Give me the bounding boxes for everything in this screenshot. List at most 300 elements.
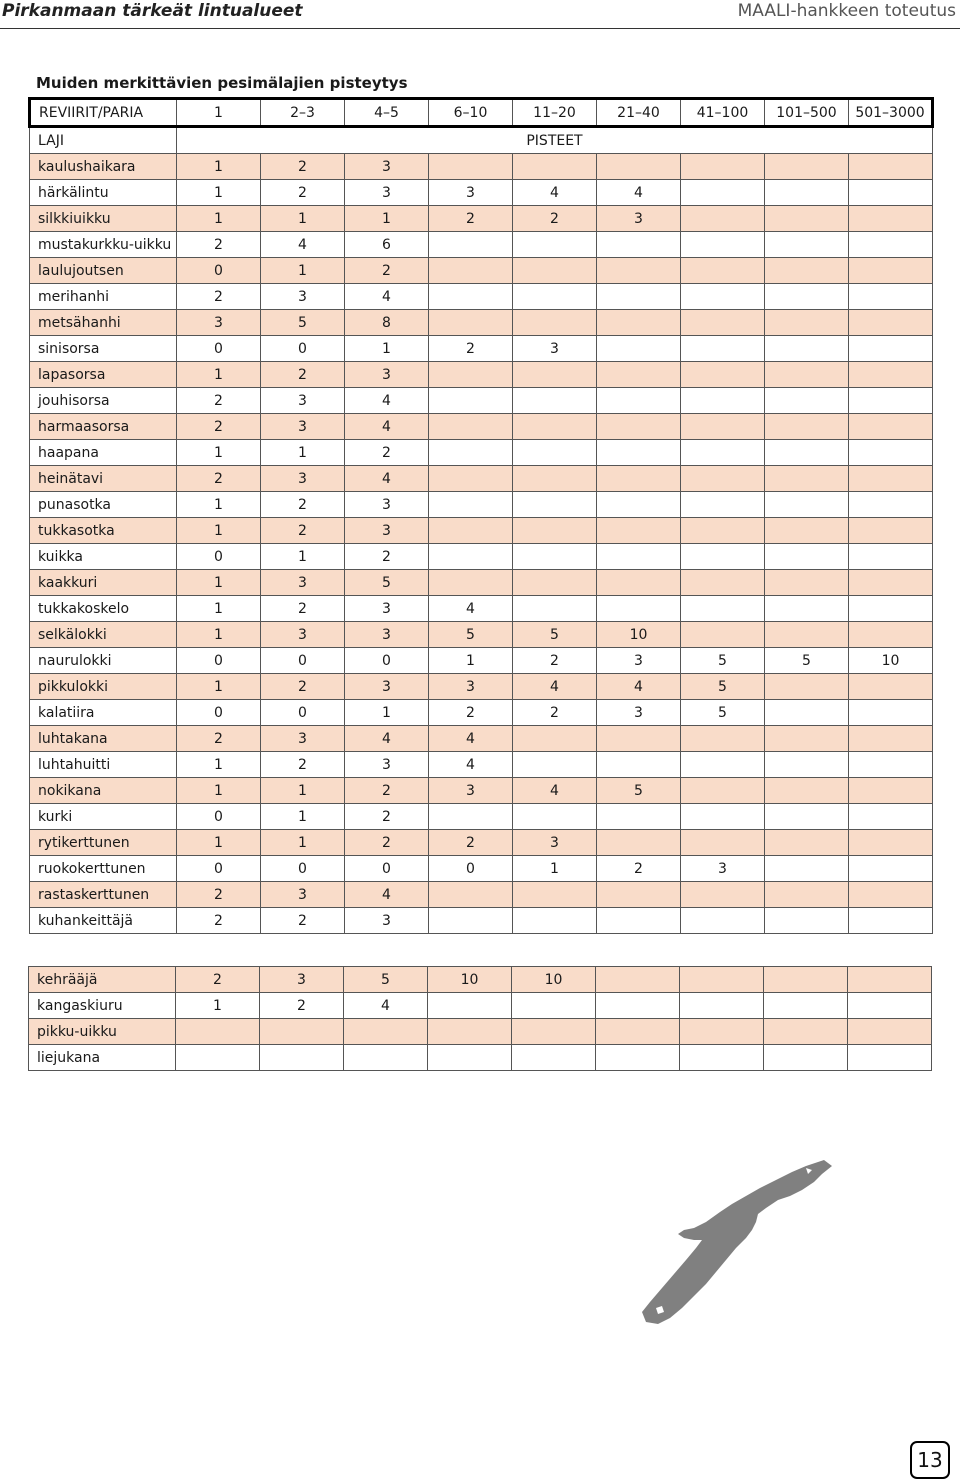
points-cell: 1 [177, 206, 261, 232]
points-cell [513, 388, 597, 414]
points-cell: 0 [177, 700, 261, 726]
points-cell [849, 908, 933, 934]
points-cell: 2 [177, 284, 261, 310]
species-name: heinätavi [30, 466, 177, 492]
points-cell [596, 1045, 680, 1071]
points-cell: 4 [261, 232, 345, 258]
points-cell: 2 [177, 232, 261, 258]
points-cell: 1 [261, 440, 345, 466]
table-row [30, 778, 933, 804]
points-cell [597, 830, 681, 856]
species-name: luhtahuitti [30, 752, 177, 778]
points-cell [681, 414, 765, 440]
points-cell [765, 544, 849, 570]
points-cell [597, 752, 681, 778]
points-cell [429, 258, 513, 284]
points-cell: 1 [261, 804, 345, 830]
points-cell [681, 388, 765, 414]
table-row [30, 440, 933, 466]
section-title: Muiden merkittävien pesimälajien pisteytys [36, 74, 408, 92]
species-name: metsähanhi [30, 310, 177, 336]
table-row [30, 674, 933, 700]
extra-scoring-table [28, 966, 932, 1071]
points-cell [681, 284, 765, 310]
points-cell: 4 [345, 388, 429, 414]
species-name: sinisorsa [30, 336, 177, 362]
range-header-label: REVIIRIT/PARIA [30, 99, 177, 127]
range-header-cell: 1 [177, 99, 261, 127]
points-cell [597, 466, 681, 492]
points-cell [765, 310, 849, 336]
points-cell [429, 388, 513, 414]
points-cell: 5 [681, 674, 765, 700]
table-row [30, 648, 933, 674]
points-cell: 2 [261, 362, 345, 388]
points-cell: 4 [597, 180, 681, 206]
points-cell [429, 154, 513, 180]
soaring-bird-icon [636, 1156, 836, 1326]
points-cell [680, 967, 764, 993]
species-name: härkälintu [30, 180, 177, 206]
species-name: merihanhi [30, 284, 177, 310]
table-row [30, 206, 933, 232]
points-cell: 2 [176, 967, 260, 993]
table-row [30, 336, 933, 362]
points-cell [597, 726, 681, 752]
table-row [30, 570, 933, 596]
points-cell [513, 544, 597, 570]
points-cell [849, 284, 933, 310]
points-cell: 1 [177, 492, 261, 518]
points-cell: 1 [177, 440, 261, 466]
points-cell: 10 [428, 967, 512, 993]
points-cell [765, 180, 849, 206]
points-cell: 2 [261, 492, 345, 518]
points-cell: 3 [261, 388, 345, 414]
points-cell [513, 518, 597, 544]
points-cell [765, 622, 849, 648]
table-row [30, 544, 933, 570]
points-cell: 0 [345, 648, 429, 674]
points-cell: 3 [345, 492, 429, 518]
points-cell [428, 993, 512, 1019]
points-cell: 0 [177, 856, 261, 882]
points-cell: 5 [681, 648, 765, 674]
range-header-cell: 101–500 [765, 99, 849, 127]
page-number: 13 [910, 1441, 950, 1479]
points-cell [849, 804, 933, 830]
points-cell [765, 440, 849, 466]
points-cell [849, 544, 933, 570]
points-cell [681, 492, 765, 518]
points-cell [513, 466, 597, 492]
points-cell: 2 [261, 752, 345, 778]
table-row [29, 1045, 932, 1071]
points-cell: 2 [597, 856, 681, 882]
points-cell [512, 1045, 596, 1071]
points-cell: 1 [177, 830, 261, 856]
species-name: rastaskerttunen [30, 882, 177, 908]
points-cell: 5 [344, 967, 428, 993]
points-cell [513, 440, 597, 466]
range-header-cell: 2–3 [261, 99, 345, 127]
points-cell: 4 [513, 180, 597, 206]
points-cell [849, 674, 933, 700]
points-cell: 2 [429, 336, 513, 362]
points-cell: 1 [345, 206, 429, 232]
points-cell [765, 414, 849, 440]
points-cell: 5 [429, 622, 513, 648]
points-cell [765, 388, 849, 414]
table-row [30, 232, 933, 258]
points-cell: 2 [429, 700, 513, 726]
points-cell [680, 1019, 764, 1045]
points-cell [849, 596, 933, 622]
points-cell: 5 [681, 700, 765, 726]
points-cell: 0 [177, 804, 261, 830]
points-cell [849, 726, 933, 752]
points-cell [681, 596, 765, 622]
points-cell [596, 1019, 680, 1045]
points-cell [849, 830, 933, 856]
points-cell [597, 310, 681, 336]
points-cell: 4 [345, 726, 429, 752]
bird-silhouette [642, 1160, 832, 1324]
points-cell [597, 154, 681, 180]
points-cell: 1 [345, 336, 429, 362]
points-cell [429, 570, 513, 596]
points-cell: 4 [513, 778, 597, 804]
points-cell: 2 [177, 414, 261, 440]
points-cell: 1 [177, 362, 261, 388]
table-row [29, 993, 932, 1019]
points-cell [765, 752, 849, 778]
points-cell [849, 856, 933, 882]
points-cell: 1 [176, 993, 260, 1019]
points-cell: 1 [177, 180, 261, 206]
points-cell [513, 726, 597, 752]
points-cell: 1 [177, 674, 261, 700]
points-cell [513, 492, 597, 518]
points-cell [513, 154, 597, 180]
points-cell: 4 [429, 596, 513, 622]
points-cell: 4 [513, 674, 597, 700]
points-cell [765, 804, 849, 830]
points-cell: 3 [597, 648, 681, 674]
points-cell [429, 232, 513, 258]
points-cell [849, 882, 933, 908]
points-cell [849, 414, 933, 440]
points-cell [848, 1045, 932, 1071]
points-cell: 8 [345, 310, 429, 336]
points-cell: 3 [261, 466, 345, 492]
points-cell: 2 [513, 648, 597, 674]
points-cell: 0 [261, 648, 345, 674]
points-cell [764, 993, 848, 1019]
table-row [30, 362, 933, 388]
points-cell [765, 466, 849, 492]
laji-header-row [30, 127, 933, 154]
table-row [30, 726, 933, 752]
points-cell: 1 [261, 830, 345, 856]
species-name: selkälokki [30, 622, 177, 648]
species-name: tukkakoskelo [30, 596, 177, 622]
points-cell [849, 258, 933, 284]
points-cell [513, 284, 597, 310]
points-cell: 3 [345, 180, 429, 206]
points-cell [765, 726, 849, 752]
points-cell [849, 570, 933, 596]
points-cell [513, 310, 597, 336]
table-row [30, 414, 933, 440]
points-cell: 1 [177, 622, 261, 648]
points-cell [513, 232, 597, 258]
points-cell [765, 232, 849, 258]
points-cell [848, 1019, 932, 1045]
points-cell [344, 1019, 428, 1045]
points-cell: 2 [260, 993, 344, 1019]
table-row [29, 1019, 932, 1045]
table-row [30, 622, 933, 648]
points-cell [765, 154, 849, 180]
points-cell [513, 258, 597, 284]
points-cell [849, 778, 933, 804]
points-cell: 4 [597, 674, 681, 700]
points-cell [597, 388, 681, 414]
points-cell: 2 [261, 518, 345, 544]
points-cell [176, 1045, 260, 1071]
points-cell: 4 [345, 882, 429, 908]
points-cell: 0 [177, 336, 261, 362]
points-cell: 2 [177, 466, 261, 492]
table-row [30, 830, 933, 856]
points-cell [597, 284, 681, 310]
points-cell: 4 [345, 466, 429, 492]
points-cell [849, 518, 933, 544]
points-cell [681, 804, 765, 830]
table-row [30, 258, 933, 284]
points-cell [512, 1019, 596, 1045]
points-cell [681, 336, 765, 362]
points-cell: 2 [345, 440, 429, 466]
points-cell [429, 544, 513, 570]
pisteet-label: PISTEET [177, 127, 933, 154]
points-cell: 1 [261, 778, 345, 804]
points-cell: 3 [261, 570, 345, 596]
table-row [30, 518, 933, 544]
points-cell [849, 752, 933, 778]
points-cell [681, 180, 765, 206]
table-row [30, 856, 933, 882]
species-name: kehrääjä [29, 967, 176, 993]
points-cell: 1 [177, 570, 261, 596]
points-cell [513, 752, 597, 778]
species-name: harmaasorsa [30, 414, 177, 440]
points-cell: 0 [261, 336, 345, 362]
points-cell [596, 967, 680, 993]
points-cell [429, 882, 513, 908]
points-cell [429, 804, 513, 830]
species-name: rytikerttunen [30, 830, 177, 856]
points-cell: 2 [429, 830, 513, 856]
points-cell [765, 882, 849, 908]
points-cell: 6 [345, 232, 429, 258]
points-cell [849, 492, 933, 518]
points-cell: 2 [177, 882, 261, 908]
points-cell [513, 414, 597, 440]
points-cell: 2 [261, 180, 345, 206]
points-cell: 1 [429, 648, 513, 674]
species-name: nokikana [30, 778, 177, 804]
species-name: haapana [30, 440, 177, 466]
species-name: laulujoutsen [30, 258, 177, 284]
species-name: liejukana [29, 1045, 176, 1071]
points-cell [597, 882, 681, 908]
points-cell: 1 [261, 206, 345, 232]
points-cell: 3 [345, 674, 429, 700]
table-row [30, 908, 933, 934]
table-row [30, 154, 933, 180]
points-cell [849, 362, 933, 388]
points-cell [849, 440, 933, 466]
species-name: pikkulokki [30, 674, 177, 700]
points-cell [597, 232, 681, 258]
points-cell: 0 [177, 258, 261, 284]
points-cell [681, 518, 765, 544]
points-cell [513, 804, 597, 830]
points-cell: 3 [429, 674, 513, 700]
points-cell: 1 [177, 596, 261, 622]
points-cell: 2 [261, 154, 345, 180]
points-cell [765, 674, 849, 700]
points-cell [176, 1019, 260, 1045]
points-cell: 3 [513, 336, 597, 362]
points-cell [681, 310, 765, 336]
points-cell [597, 570, 681, 596]
points-cell: 2 [261, 674, 345, 700]
points-cell [764, 1045, 848, 1071]
points-cell [597, 908, 681, 934]
page-header [0, 0, 960, 29]
points-cell: 2 [345, 778, 429, 804]
points-cell: 3 [429, 180, 513, 206]
points-cell: 0 [345, 856, 429, 882]
points-cell: 2 [345, 258, 429, 284]
points-cell [429, 518, 513, 544]
points-cell [849, 622, 933, 648]
points-cell: 3 [345, 596, 429, 622]
points-cell [848, 967, 932, 993]
points-cell [764, 967, 848, 993]
species-name: lapasorsa [30, 362, 177, 388]
points-cell [681, 752, 765, 778]
table-row [30, 804, 933, 830]
points-cell: 2 [177, 908, 261, 934]
points-cell: 5 [765, 648, 849, 674]
table-row [30, 882, 933, 908]
points-cell [429, 492, 513, 518]
points-cell: 3 [177, 310, 261, 336]
table-row [30, 284, 933, 310]
points-cell: 3 [429, 778, 513, 804]
points-cell [513, 362, 597, 388]
table-row [30, 310, 933, 336]
points-cell [848, 993, 932, 1019]
points-cell: 3 [345, 518, 429, 544]
points-cell: 1 [261, 258, 345, 284]
range-header-cell: 6–10 [429, 99, 513, 127]
points-cell [597, 440, 681, 466]
species-name: kaakkuri [30, 570, 177, 596]
points-cell: 3 [261, 284, 345, 310]
laji-label: LAJI [30, 127, 177, 154]
table-row [30, 700, 933, 726]
points-cell [428, 1045, 512, 1071]
points-cell: 3 [345, 752, 429, 778]
species-name: kurki [30, 804, 177, 830]
scoring-table [28, 97, 934, 934]
points-cell [765, 830, 849, 856]
points-cell [765, 362, 849, 388]
points-cell [429, 310, 513, 336]
points-cell [764, 1019, 848, 1045]
points-cell: 10 [849, 648, 933, 674]
points-cell [512, 993, 596, 1019]
points-cell [597, 804, 681, 830]
points-cell [429, 466, 513, 492]
species-name: silkkiuikku [30, 206, 177, 232]
points-cell: 4 [344, 993, 428, 1019]
points-cell [765, 206, 849, 232]
points-cell [597, 492, 681, 518]
points-cell: 3 [261, 882, 345, 908]
points-cell [429, 414, 513, 440]
species-name: kuikka [30, 544, 177, 570]
points-cell: 10 [512, 967, 596, 993]
points-cell [765, 284, 849, 310]
points-cell: 0 [177, 648, 261, 674]
points-cell [513, 908, 597, 934]
range-header-cell: 41–100 [681, 99, 765, 127]
points-cell [681, 206, 765, 232]
points-cell [681, 778, 765, 804]
species-name: kangaskiuru [29, 993, 176, 1019]
points-cell: 1 [513, 856, 597, 882]
points-cell [680, 1045, 764, 1071]
points-cell: 3 [681, 856, 765, 882]
points-cell: 3 [345, 154, 429, 180]
points-cell: 1 [177, 518, 261, 544]
points-cell [597, 596, 681, 622]
points-cell: 2 [513, 206, 597, 232]
points-cell [513, 882, 597, 908]
table-row [30, 466, 933, 492]
species-name: jouhisorsa [30, 388, 177, 414]
points-cell [849, 310, 933, 336]
points-cell [765, 258, 849, 284]
range-header-row [30, 99, 933, 127]
points-cell [849, 700, 933, 726]
points-cell: 4 [429, 752, 513, 778]
points-cell [765, 700, 849, 726]
points-cell [344, 1045, 428, 1071]
points-cell: 2 [345, 830, 429, 856]
points-cell [681, 258, 765, 284]
points-cell [513, 570, 597, 596]
points-cell [597, 518, 681, 544]
points-cell: 4 [345, 414, 429, 440]
species-name: ruokokerttunen [30, 856, 177, 882]
